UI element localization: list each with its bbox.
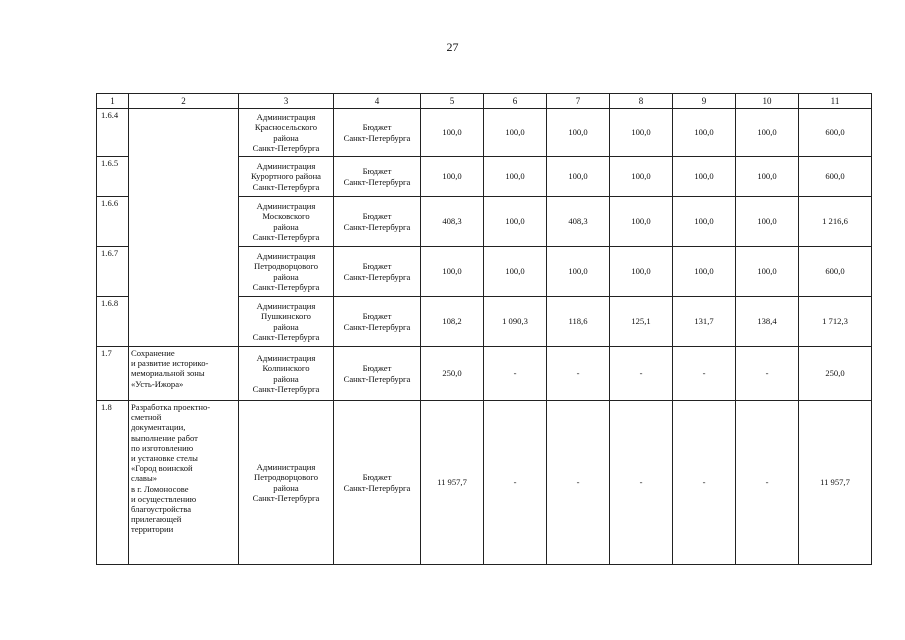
value-cell: 100,0	[484, 157, 547, 197]
funding-source-cell: Бюджет Санкт-Петербурга	[334, 247, 421, 297]
value-cell: -	[484, 347, 547, 401]
value-cell: -	[673, 401, 736, 565]
value-cell: 250,0	[421, 347, 484, 401]
header-cell: 4	[334, 94, 421, 109]
value-cell: -	[736, 347, 799, 401]
value-cell: 600,0	[799, 247, 872, 297]
row-number-cell: 1.6.6	[97, 197, 129, 247]
value-cell: 125,1	[610, 297, 673, 347]
value-cell: 100,0	[736, 157, 799, 197]
value-cell: 100,0	[610, 109, 673, 157]
value-cell: 100,0	[610, 247, 673, 297]
executor-cell: Администрация Красносельского района Санкт-Петербурга	[239, 109, 334, 157]
value-cell: 118,6	[547, 297, 610, 347]
executor-cell: Администрация Московского района Санкт-Петербурга	[239, 197, 334, 247]
table-row	[97, 347, 872, 401]
value-cell: 100,0	[610, 197, 673, 247]
funding-source-cell: Бюджет Санкт-Петербурга	[334, 401, 421, 565]
value-cell: 100,0	[547, 157, 610, 197]
header-cell: 5	[421, 94, 484, 109]
funding-source-cell: Бюджет Санкт-Петербурга	[334, 197, 421, 247]
header-cell: 10	[736, 94, 799, 109]
row-number-cell: 1.6.4	[97, 109, 129, 157]
page-number: 27	[446, 40, 459, 54]
activity-name-cell: Сохранение и развитие историко- мемориальной зоны «Усть-Ижора»	[129, 347, 239, 401]
header-cell: 7	[547, 94, 610, 109]
funding-source-cell: Бюджет Санкт-Петербурга	[334, 109, 421, 157]
table-row	[97, 109, 872, 157]
header-cell: 11	[799, 94, 872, 109]
value-cell: 100,0	[547, 109, 610, 157]
executor-cell: Администрация Петродворцового района Санкт-Петербурга	[239, 247, 334, 297]
row-number-cell: 1.6.8	[97, 297, 129, 347]
activity-name-cell: Разработка проектно- сметной документации, выполнение работ по изготовлению и установке стелы «Город воинской славы» в г. Ломоносове и осуществлению благоустройства прилегающей территории	[129, 401, 239, 565]
executor-cell: Администрация Колпинского района Санкт-Петербурга	[239, 347, 334, 401]
table-row	[97, 401, 872, 565]
value-cell: 11 957,7	[799, 401, 872, 565]
value-cell: 1 090,3	[484, 297, 547, 347]
executor-cell: Администрация Курортного района Санкт-Петербурга	[239, 157, 334, 197]
funding-source-cell: Бюджет Санкт-Петербурга	[334, 347, 421, 401]
header-cell: 9	[673, 94, 736, 109]
value-cell: 100,0	[673, 109, 736, 157]
value-cell: -	[736, 401, 799, 565]
value-cell: 131,7	[673, 297, 736, 347]
value-cell: 100,0	[673, 197, 736, 247]
value-cell: -	[547, 347, 610, 401]
header-cell: 2	[129, 94, 239, 109]
merged-name-cell	[129, 109, 239, 347]
value-cell: 600,0	[799, 157, 872, 197]
value-cell: 100,0	[547, 247, 610, 297]
value-cell: 100,0	[610, 157, 673, 197]
value-cell: -	[610, 347, 673, 401]
value-cell: 100,0	[421, 157, 484, 197]
executor-cell: Администрация Петродворцового района Санкт-Петербурга	[239, 401, 334, 565]
value-cell: 408,3	[547, 197, 610, 247]
value-cell: 600,0	[799, 109, 872, 157]
value-cell: 1 216,6	[799, 197, 872, 247]
value-cell: -	[610, 401, 673, 565]
row-number-cell: 1.8	[97, 401, 129, 565]
value-cell: 108,2	[421, 297, 484, 347]
executor-cell: Администрация Пушкинского района Санкт-Петербурга	[239, 297, 334, 347]
value-cell: 1 712,3	[799, 297, 872, 347]
value-cell: 100,0	[421, 109, 484, 157]
value-cell: 138,4	[736, 297, 799, 347]
table-header-row	[97, 94, 872, 109]
row-number-cell: 1.6.5	[97, 157, 129, 197]
header-cell: 8	[610, 94, 673, 109]
value-cell: 408,3	[421, 197, 484, 247]
row-number-cell: 1.7	[97, 347, 129, 401]
value-cell: 100,0	[673, 157, 736, 197]
value-cell: -	[484, 401, 547, 565]
value-cell: 100,0	[673, 247, 736, 297]
funding-source-cell: Бюджет Санкт-Петербурга	[334, 157, 421, 197]
value-cell: 100,0	[484, 197, 547, 247]
row-number-cell: 1.6.7	[97, 247, 129, 297]
value-cell: 100,0	[421, 247, 484, 297]
value-cell: 100,0	[736, 247, 799, 297]
budget-table	[96, 93, 872, 565]
value-cell: 100,0	[736, 109, 799, 157]
funding-source-cell: Бюджет Санкт-Петербурга	[334, 297, 421, 347]
value-cell: 100,0	[484, 247, 547, 297]
value-cell: -	[673, 347, 736, 401]
value-cell: 100,0	[484, 109, 547, 157]
value-cell: 250,0	[799, 347, 872, 401]
header-cell: 1	[97, 94, 129, 109]
value-cell: 100,0	[736, 197, 799, 247]
header-cell: 3	[239, 94, 334, 109]
header-cell: 6	[484, 94, 547, 109]
value-cell: 11 957,7	[421, 401, 484, 565]
value-cell: -	[547, 401, 610, 565]
